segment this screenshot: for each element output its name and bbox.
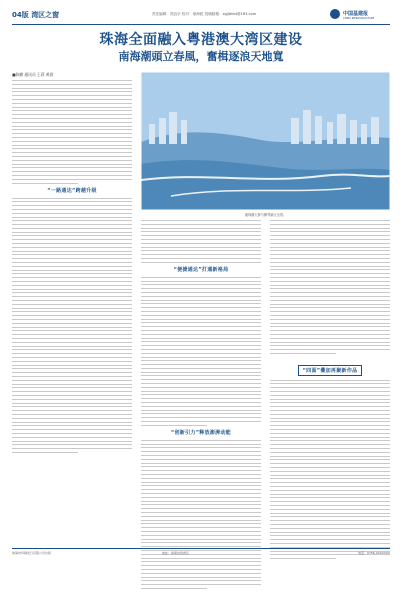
page-section: 湾区之窗 (31, 11, 60, 19)
section-heading-3: “创新引力”释放澎湃动能 (170, 429, 232, 436)
section-heading-1: “一路通达”跨越升级 (47, 187, 97, 194)
article-photo (141, 72, 390, 210)
footer-left: 珠海市印刷发行有限公司出版 (12, 551, 52, 555)
paragraph-lines-3 (141, 220, 261, 263)
logo-name: 中国基建报 (343, 11, 369, 17)
column-1 (12, 72, 132, 456)
column-2 (141, 220, 261, 592)
page-label (12, 10, 59, 20)
logo-sub: CHINA INFRASTRUCTURE (343, 17, 375, 20)
paragraph-lines-2 (12, 198, 132, 453)
byline: ■陈鹏 通讯员 王莉 黄尉 (12, 72, 54, 77)
column-3 (270, 220, 390, 562)
subheadline: 南海潮頭立春風，奮楫逐浪天地寬 (118, 50, 284, 63)
headline: 珠海全面融入粤港澳大湾区建设 (99, 32, 303, 48)
paragraph-lines-4 (141, 277, 261, 426)
footer-right: 电话：0756-2XXXXXX (358, 551, 390, 555)
paragraph-lines-7 (270, 380, 390, 559)
editor-line: 责任编辑：郑良宗 校对：徐润乾 投稿邮箱：zgjjbhbt@163.com (152, 12, 257, 16)
paragraph-lines-6 (270, 220, 390, 354)
logo-icon (330, 9, 340, 19)
page-number: 04版 (12, 11, 29, 19)
page-header (12, 4, 390, 25)
paragraph-lines-1 (12, 80, 132, 184)
page-footer (12, 548, 390, 559)
section-heading-4: “四面”叠加再聚新作品 (298, 365, 363, 376)
photo-caption: 港珠澳大桥与横琴新区全景。 (244, 213, 287, 217)
footer-mid: 地址：珠海市香洲区 (162, 551, 190, 555)
section-heading-2: “便捷通达”打通新格局 (173, 266, 229, 273)
skyline-illustration (141, 72, 390, 210)
paragraph-lines-5 (141, 440, 261, 589)
logo (330, 8, 390, 22)
